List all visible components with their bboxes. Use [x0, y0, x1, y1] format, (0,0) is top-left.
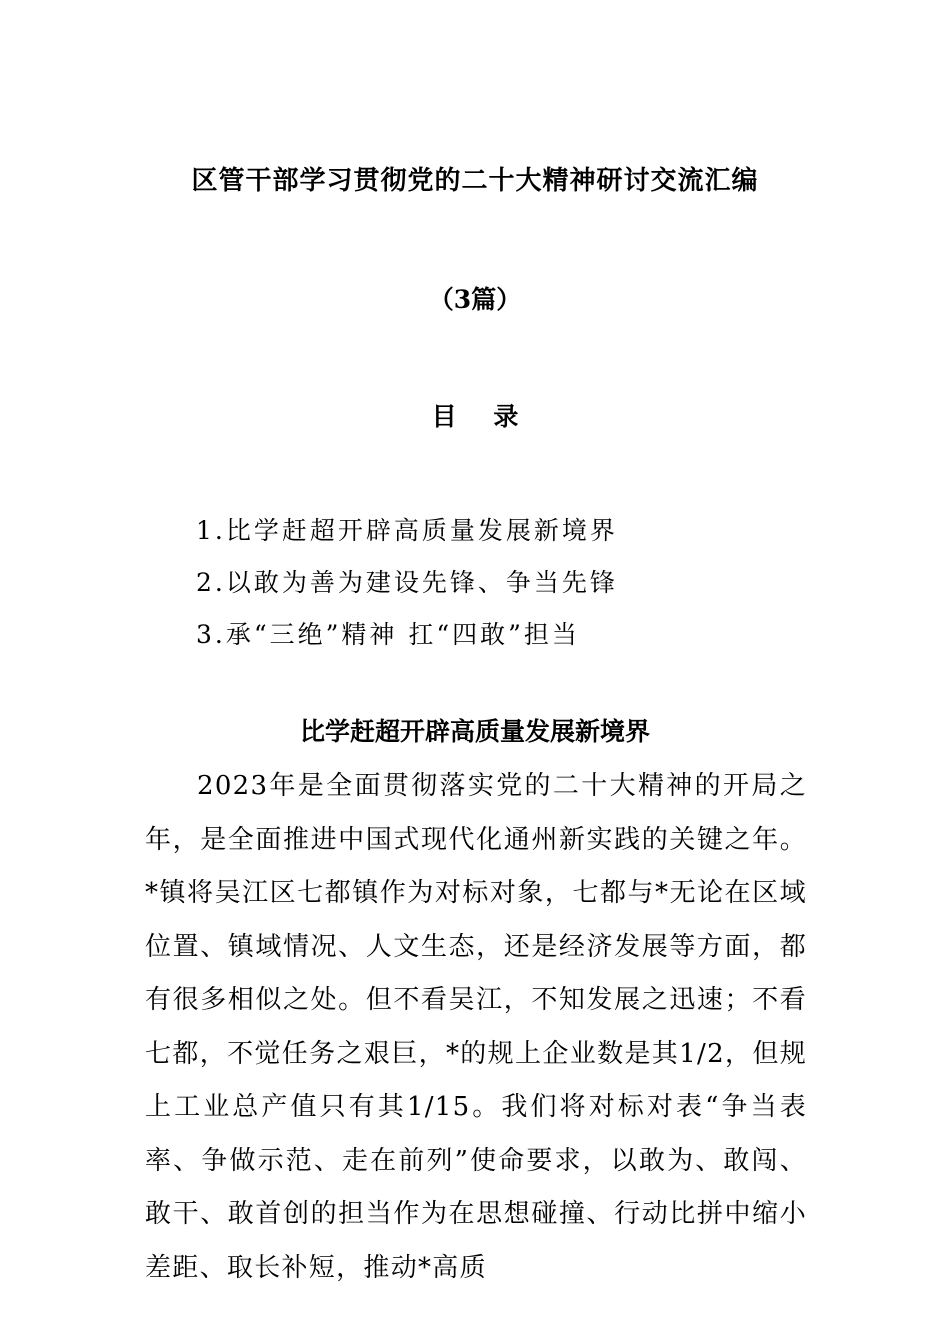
toc-heading: 目 录 — [431, 402, 533, 431]
toc-item-3: 3.承“三绝”精神 扛“四敢”担当 — [196, 620, 580, 649]
document-title: 区管干部学习贯彻党的二十大精神研讨交流汇编 — [191, 166, 759, 196]
body-paragraph: 2023年是全面贯彻落实党的二十大精神的开局之年，是全面推进中国式现代化通州新实践的关键之年。*镇将吴江区七都镇作为对标对象，七都与*无论在区域位置、镇域情况、人文生态，还是经济发展等方面，都有很多相似之处。但不看吴江，不知发展之迅速；不看七都，不觉任务之艰巨，*的规上企业数是其1/2，但规上工业总产值只有其1/15。我们将对标对表“争当表率、争做示范、走在前列”使命要求，以敢为、敢闯、敢干、敢首创的担当作为在思想碰撞、行动比拼中缩小差距、取长补短，推动*高质 — [145, 771, 807, 1283]
toc-item-2: 2.以敢为善为建设先锋、争当先锋 — [196, 568, 618, 597]
section-title: 比学赶超开辟高质量发展新境界 — [299, 717, 650, 746]
toc-item-1: 1.比学赶超开辟高质量发展新境界 — [196, 516, 618, 545]
table-of-contents — [196, 513, 618, 669]
document-subtitle: （3篇） — [428, 285, 522, 314]
